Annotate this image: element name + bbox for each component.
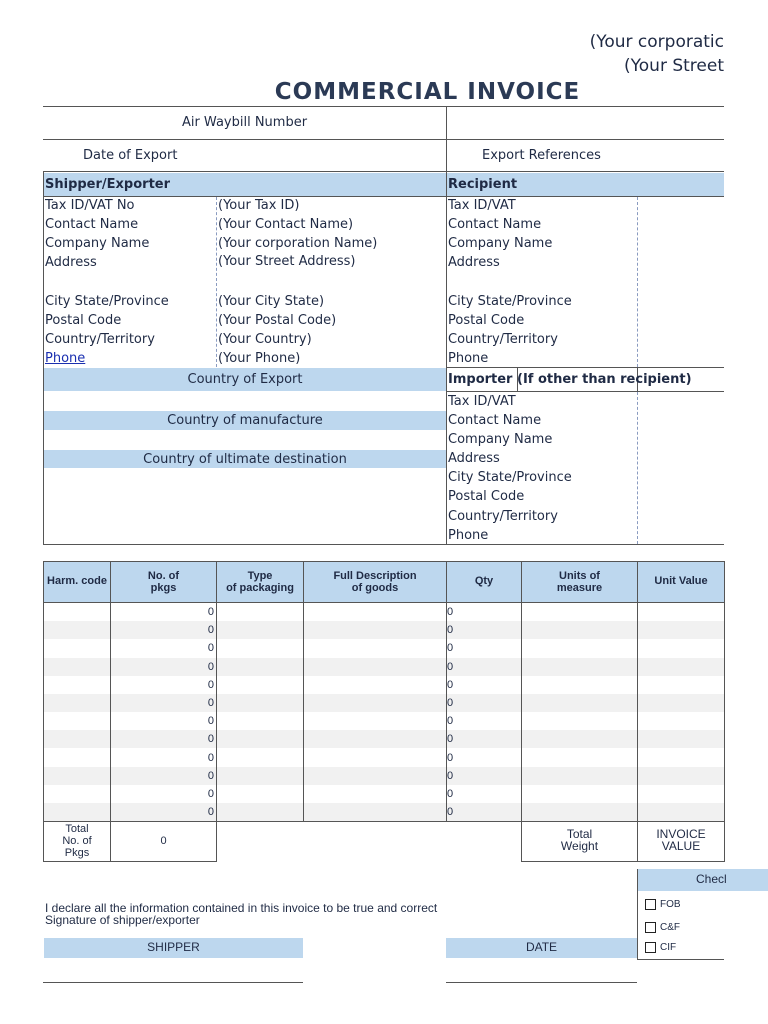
shipper-phone-link[interactable]: Phone bbox=[45, 351, 86, 366]
row-pkgs-value: 0 bbox=[207, 788, 214, 800]
country-of-destination-label: Country of ultimate destination bbox=[143, 452, 347, 467]
country-of-export-label: Country of Export bbox=[187, 372, 303, 387]
row-pkgs-value: 0 bbox=[207, 697, 214, 709]
total-pkgs-line3: Pkgs bbox=[64, 847, 90, 859]
row-pkgs-value: 0 bbox=[207, 770, 214, 782]
shipper-label-contact: Contact Name bbox=[45, 217, 139, 232]
recipient-label-postal: Postal Code bbox=[448, 313, 525, 328]
row-qty-value: 0 bbox=[447, 679, 454, 691]
fob-label: FOB bbox=[660, 899, 681, 910]
recipient-label-city: City State/Province bbox=[448, 294, 572, 309]
row-pkgs-value: 0 bbox=[207, 733, 214, 745]
recipient-label-contact: Contact Name bbox=[448, 217, 542, 232]
col-desc-line2: of goods bbox=[351, 582, 399, 594]
row-pkgs-value: 0 bbox=[207, 806, 214, 818]
total-weight-line2: Weight bbox=[560, 839, 599, 853]
row-qty-value: 0 bbox=[447, 642, 454, 654]
shipper-value-phone: (Your Phone) bbox=[218, 351, 301, 366]
invoice-value-line1: INVOICE bbox=[656, 827, 706, 841]
shipper-value-country: (Your Country) bbox=[218, 332, 312, 347]
row-pkgs-value: 0 bbox=[207, 606, 214, 618]
col-type-line1: Type bbox=[247, 570, 273, 582]
col-pkgs-line2: pkgs bbox=[150, 582, 177, 594]
country-of-manufacture-label: Country of manufacture bbox=[167, 413, 323, 428]
importer-label-company: Company Name bbox=[448, 432, 553, 447]
shipper-value-postal: (Your Postal Code) bbox=[218, 313, 337, 328]
shipper-signature-label: SHIPPER bbox=[147, 940, 200, 954]
recipient-label-address: Address bbox=[448, 255, 500, 270]
shipper-label-tax-id: Tax ID/VAT No bbox=[45, 198, 135, 213]
air-waybill-label: Air Waybill Number bbox=[181, 115, 308, 130]
col-units-line2: measure bbox=[556, 582, 603, 594]
row-pkgs-value: 0 bbox=[207, 624, 214, 636]
importer-label-city: City State/Province bbox=[448, 470, 572, 485]
row-qty-value: 0 bbox=[447, 806, 454, 818]
recipient-label-tax-id: Tax ID/VAT bbox=[448, 198, 516, 213]
importer-label-postal: Postal Code bbox=[448, 489, 525, 504]
date-of-export-label: Date of Export bbox=[83, 148, 178, 163]
row-qty-value: 0 bbox=[447, 606, 454, 618]
col-harm-code: Harm. code bbox=[47, 575, 107, 587]
shipper-label-company: Company Name bbox=[45, 236, 150, 251]
cnf-label: C&F bbox=[660, 922, 680, 933]
shipper-value-address: (Your Street Address) bbox=[218, 254, 356, 269]
shipper-signature-line bbox=[43, 982, 303, 983]
total-pkgs-line2: No. of bbox=[62, 835, 92, 847]
invoice-value-line2: VALUE bbox=[661, 839, 701, 853]
importer-label-contact: Contact Name bbox=[448, 413, 542, 428]
col-unit-value: Unit Value bbox=[654, 575, 708, 587]
total-pkgs-value: 0 bbox=[160, 835, 167, 847]
row-qty-value: 0 bbox=[447, 697, 454, 709]
export-references-label: Export References bbox=[482, 148, 601, 163]
row-qty-value: 0 bbox=[447, 733, 454, 745]
shipper-label-address: Address bbox=[45, 255, 97, 270]
recipient-label-company: Company Name bbox=[448, 236, 553, 251]
row-qty-value: 0 bbox=[447, 715, 454, 727]
shipper-value-company: (Your corporation Name) bbox=[218, 236, 378, 251]
importer-label-phone: Phone bbox=[448, 528, 489, 543]
col-units-line1: Units of bbox=[559, 570, 600, 582]
col-desc-line1: Full Description bbox=[333, 570, 417, 582]
importer-label-tax-id: Tax ID/VAT bbox=[448, 394, 516, 409]
row-qty-value: 0 bbox=[447, 624, 454, 636]
header-street: (Your Street bbox=[624, 56, 724, 76]
shipper-label-city: City State/Province bbox=[45, 294, 169, 309]
col-pkgs-line1: No. of bbox=[147, 570, 180, 582]
page-title: COMMERCIAL INVOICE bbox=[274, 79, 581, 105]
row-qty-value: 0 bbox=[447, 752, 454, 764]
row-pkgs-value: 0 bbox=[207, 752, 214, 764]
signature-caption: Signature of shipper/exporter bbox=[45, 913, 200, 927]
row-qty-value: 0 bbox=[447, 770, 454, 782]
date-signature-line bbox=[446, 982, 637, 983]
row-pkgs-value: 0 bbox=[207, 715, 214, 727]
recipient-heading: Recipient bbox=[448, 177, 518, 192]
row-pkgs-value: 0 bbox=[207, 679, 214, 691]
col-qty: Qty bbox=[474, 575, 494, 587]
importer-label-address: Address bbox=[448, 451, 500, 466]
recipient-label-phone: Phone bbox=[448, 351, 489, 366]
shipper-value-contact: (Your Contact Name) bbox=[218, 217, 354, 232]
date-signature-label: DATE bbox=[525, 940, 558, 954]
cif-checkbox[interactable] bbox=[645, 942, 656, 953]
row-pkgs-value: 0 bbox=[207, 661, 214, 673]
total-weight-line1: Total bbox=[566, 827, 593, 841]
shipper-heading: Shipper/Exporter bbox=[45, 177, 171, 192]
check-heading: Checl bbox=[696, 872, 727, 886]
cnf-checkbox[interactable] bbox=[645, 922, 656, 933]
row-qty-value: 0 bbox=[447, 661, 454, 673]
fob-checkbox[interactable] bbox=[645, 899, 656, 910]
declaration-text: I declare all the information contained in this invoice to be true and correct bbox=[45, 901, 438, 915]
row-qty-value: 0 bbox=[447, 788, 454, 800]
header-corporation: (Your corporatic bbox=[589, 32, 724, 52]
recipient-label-country: Country/Territory bbox=[448, 332, 558, 347]
importer-heading: Importer (If other than recipient) bbox=[448, 372, 692, 387]
total-pkgs-line1: Total bbox=[65, 823, 89, 835]
shipper-label-country: Country/Territory bbox=[45, 332, 155, 347]
shipper-value-tax-id: (Your Tax ID) bbox=[218, 198, 300, 213]
col-type-line2: of packaging bbox=[226, 582, 294, 594]
cif-label: CIF bbox=[660, 942, 677, 953]
row-pkgs-value: 0 bbox=[207, 642, 214, 654]
shipper-label-postal: Postal Code bbox=[45, 313, 122, 328]
shipper-value-city: (Your City State) bbox=[218, 294, 325, 309]
importer-label-country: Country/Territory bbox=[448, 509, 558, 524]
